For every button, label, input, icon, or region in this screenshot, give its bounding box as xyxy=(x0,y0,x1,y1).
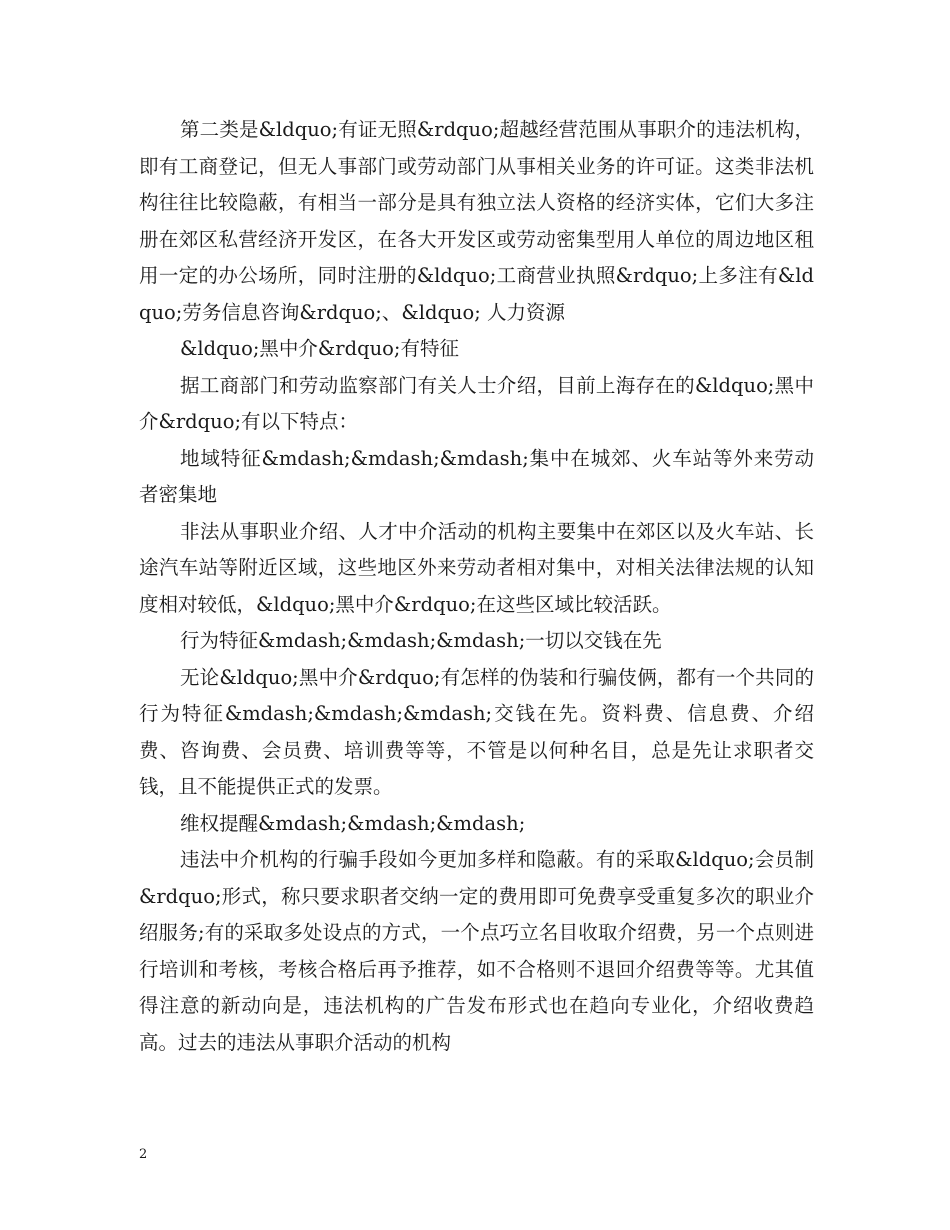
paragraph-category-two: 第二类是&ldquo;有证无照&rdquo;超越经营范围从事职介的违法机构，即有工商登记，但无人事部门或劳动部门从事相关业务的许可证。这类非法机构往往比较隐蔽，有相当一部分是具有独立法人资格的经济实体，它们大多注册在郊区私营经济开发区，在各大开发区或劳动密集型用人单位的周边地区租用一定的办公场所，同时注册的&ldquo;工商营业执照&rdquo;上多注有&ldquo;劳务信息咨询&rdquo;、&ldquo; 人力资源 xyxy=(139,118,814,324)
paragraph-rights-reminder: 违法中介机构的行骗手段如今更加多样和隐蔽。有的采取&ldquo;会员制&rdquo;形式，称只要求职者交纳一定的费用即可免费享受重复多次的职业介绍服务;有的采取多处设点的方式，一个点巧立名目收取介绍费，另一个点则进行培训和考核，考核合格后再予推荐，如不合格则不退回介绍费等等。尤其值得注意的新动向是，违法机构的广告发布形式也在趋向专业化，介绍收费趋高。过去的违法从事职介活动的机构 xyxy=(139,848,814,1054)
heading-black-agency-features: &ldquo;黑中介&rdquo;有特征 xyxy=(180,337,459,360)
heading-behavior-feature: 行为特征&mdash;&mdash;&mdash;一切以交钱在先 xyxy=(180,629,662,652)
page-number: 2 xyxy=(139,1147,148,1162)
heading-regional-feature: 地域特征&mdash;&mdash;&mdash;集中在城郊、火车站等外来劳动者密集地 xyxy=(139,446,814,506)
paragraph-intro-features: 据工商部门和劳动监察部门有关人士介绍，目前上海存在的&ldquo;黑中介&rdquo;有以下特点： xyxy=(139,373,814,433)
document-body xyxy=(139,112,814,1061)
paragraph-behavior-feature: 无论&ldquo;黑中介&rdquo;有怎样的伪装和行骗伎俩，都有一个共同的行为特征&mdash;&mdash;&mdash;交钱在先。资料费、信息费、介绍费、咨询费、会员费、培训费等等，不管是以何种名目，总是先让求职者交钱，且不能提供正式的发票。 xyxy=(139,665,814,798)
paragraph-regional-feature: 非法从事职业介绍、人才中介活动的机构主要集中在郊区以及火车站、长途汽车站等附近区域，这些地区外来劳动者相对集中，对相关法律法规的认知度相对较低，&ldquo;黑中介&rdquo;在这些区域比较活跃。 xyxy=(139,519,814,616)
heading-rights-reminder: 维权提醒&mdash;&mdash;&mdash; xyxy=(180,811,526,835)
